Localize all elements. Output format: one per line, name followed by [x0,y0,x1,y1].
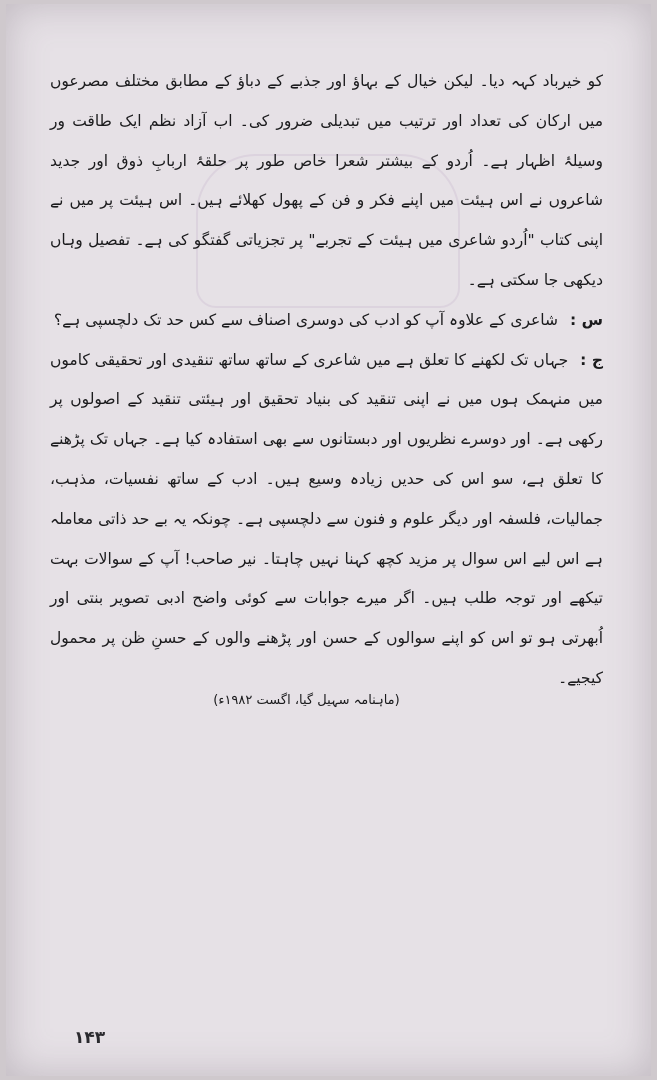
answer-label: ج : [580,350,604,369]
question-text: شاعری کے علاوہ آپ کو ادب کی دوسری اصناف سے کس حد تک دلچسپی ہے؟ [53,310,559,329]
answer-paragraph [50,341,603,699]
source-citation: (ماہنامہ سہیل گیا، اگست ۱۹۸۲ء) [213,692,400,708]
document-page [6,4,651,1076]
body-text [50,62,603,708]
answer-text: جہاں تک لکھنے کا تعلق ہے میں شاعری کے ساتھ ساتھ تنقیدی اور تحقیقی کاموں میں منہمک ہوں میں نے اپنی تنقید کی بنیاد تحقیق اور ہیئتی تنقید کے اصولوں پر رکھی ہے۔ اور دوسرے نظریوں اور دبستانوں سے بھی استفادہ کیا ہے۔ جہاں تک پڑھنے کا تعلق ہے، سو اس کی حدیں زیادہ وسیع ہیں۔ ادب کے ساتھ نفسیات، مذہب، جمالیات، فلسفہ اور دیگر علوم و فنون سے دلچسپی ہے۔ چونکہ یہ بے حد ذاتی معاملہ ہے اس لیے اس سوال پر مزید کچھ کہنا نہیں چاہتا۔ نیر صاحب! آپ کے سوالات بہت تیکھے اور توجہ طلب ہیں۔ اگر میرے جوابات سے کوئی واضح ادبی تصویر بنتی اور اُبھرتی ہو تو اس کو اپنے سوالوں کے حسن اور پڑھنے والوں کے حسنِ ظن پر محمول کیجیے۔ [50,350,603,687]
continuation-paragraph: کو خیرباد کہہ دیا۔ لیکن خیال کے بہاؤ اور جذبے کے دباؤ کے مطابق مختلف مصرعوں میں ارکان کی تعداد اور ترتیب میں تبدیلی ضرور کی۔ اب آزاد نظم ایک طاقت ور وسیلۂ اظہار ہے۔ اُردو کے بیشتر شعرا خاص طور پر حلقۂ اربابِ ذوق اور جدید شاعروں نے اس ہیئت میں اپنے فکر و فن کے پھول کھلائے ہیں۔ اس ہیئت پر میں نے اپنی کتاب "اُردو شاعری میں ہیئت کے تجربے" پر تجزیاتی گفتگو کی ہے۔ تفصیل وہاں دیکھی جا سکتی ہے۔ [50,72,603,289]
page-number: ۱۴۳ [74,1028,106,1048]
question-label: س : [570,310,603,329]
question-paragraph [50,301,603,341]
